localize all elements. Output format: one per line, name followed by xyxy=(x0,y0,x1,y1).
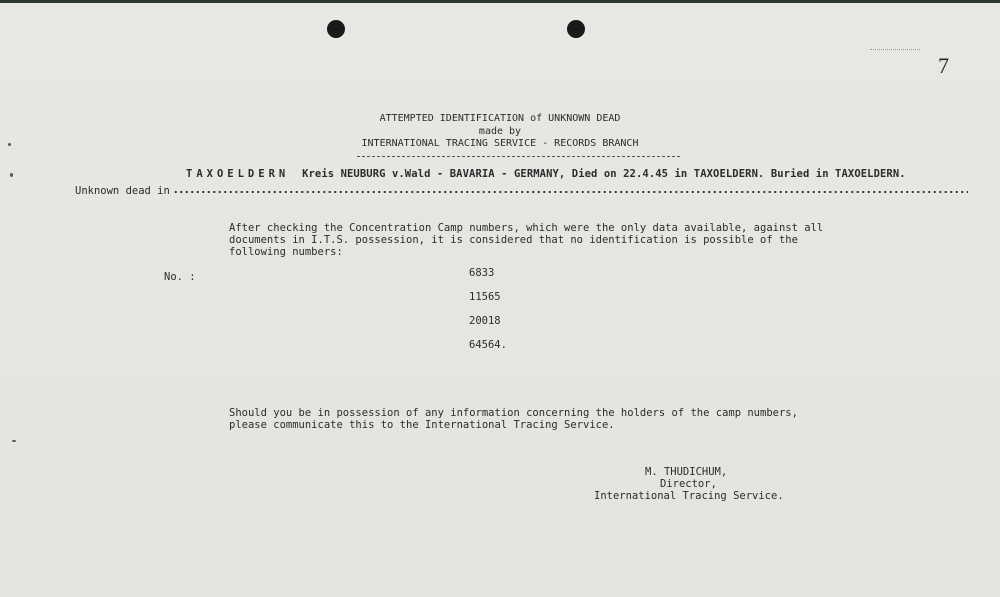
heading-line-3: INTERNATIONAL TRACING SERVICE - RECORDS BRANCH xyxy=(361,138,639,149)
dotted-leader xyxy=(173,191,968,193)
closing-line-2: please communicate this to the International Tracing Service. xyxy=(229,419,615,431)
punch-hole xyxy=(327,20,345,38)
camp-number: 6833 xyxy=(469,267,495,279)
pencil-mark xyxy=(870,49,920,51)
numbers-label: No. : xyxy=(164,271,196,283)
heading-underline xyxy=(357,156,680,157)
camp-number: 11565 xyxy=(469,291,501,303)
location-line xyxy=(186,168,906,180)
heading-line-1: ATTEMPTED IDENTIFICATION of UNKNOWN DEAD xyxy=(379,113,621,124)
body-line-2: documents in I.T.S. possession, it is considered that no identification is possible of the xyxy=(229,234,798,246)
page-number: 7 xyxy=(938,53,949,78)
heading-line-2: made by xyxy=(478,126,522,137)
closing-line-1: Should you be in possession of any information concerning the holders of the camp numbers, xyxy=(229,407,798,419)
signatory-title: Director, xyxy=(660,478,717,490)
paper-speck xyxy=(12,440,16,442)
signatory-name: M. THUDICHUM, xyxy=(645,466,728,478)
punch-hole xyxy=(567,20,585,38)
camp-number: 64564. xyxy=(469,339,507,351)
unknown-dead-label: Unknown dead in xyxy=(75,185,170,197)
signatory-organization: International Tracing Service. xyxy=(594,490,784,502)
location-place: TAXOELDERN xyxy=(186,168,290,180)
camp-number: 20018 xyxy=(469,315,501,327)
body-line-1: After checking the Concentration Camp numbers, which were the only data available, against all xyxy=(229,222,824,234)
paper-speck xyxy=(10,173,13,177)
body-line-3: following numbers: xyxy=(229,246,343,258)
location-details: Kreis NEUBURG v.Wald - BAVARIA - GERMANY, Died on 22.4.45 in TAXOELDERN. Buried in TAXOELDERN. xyxy=(302,168,906,180)
